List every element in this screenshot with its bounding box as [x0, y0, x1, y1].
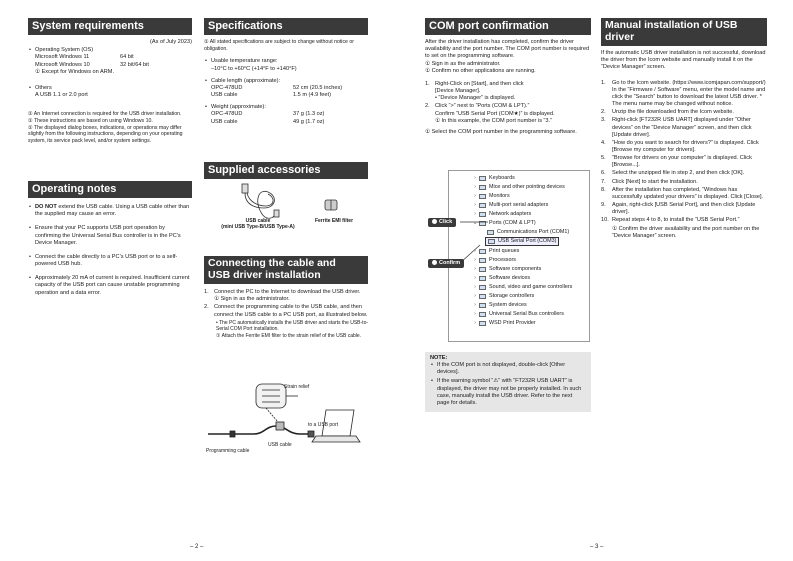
tree-item[interactable]: › Mice and other pointing devices [474, 183, 565, 190]
others-item: • Others A USB 1.1 or 2.0 port [28, 85, 192, 99]
click-callout: Click [428, 218, 456, 227]
tree-item[interactable]: › Software components [474, 265, 542, 272]
note-item: • If the warning symbol “⚠” with “FT232R USB UART” is displayed, the driver may not be properly installed. In such case, manually install the USB driver. Refer to the next page for details. [430, 378, 586, 407]
com-select-note: ① Select the COM port number in the programming software. [425, 128, 577, 135]
column-operating-notes [28, 181, 192, 299]
tree-item[interactable]: › Processors [474, 256, 516, 263]
operating-note: • DO NOT extend the USB cable. Using a USB cable other than the supplied may cause an error. [28, 204, 192, 218]
laptop-base [312, 436, 360, 442]
com-step-1: 1. Right-Click on [Start], and then click [Device Manager]. • “Device Manager” is displayed. [425, 80, 524, 102]
supplied-accessories-heading: Supplied accessories [204, 162, 368, 179]
manual-step: 7. Click [Next] to start the installation. [601, 178, 698, 185]
confirm-callout: Confirm [428, 259, 464, 268]
tree-item[interactable]: › System devices [474, 301, 527, 308]
tree-item-com1[interactable]: Communications Port (COM1) [487, 228, 569, 237]
os-heading: • Operating System (OS) [35, 47, 94, 54]
supplied-accessories [204, 162, 368, 231]
operating-note: • Connect the cable directly to a PC’s USB port or to a self-powered USB hub. [28, 254, 192, 268]
connect-bullet: • The PC automatically installs the USB driver and starts the USB-to-Serial COM Port installation. [216, 319, 369, 333]
manual-step: 10. Repeat steps 4 to 8, to install the “USB Serial Port.” [601, 217, 740, 224]
connect-step: 1. Connect the PC to the Internet to download the USB driver. ① Sign in as the administrator. [204, 289, 361, 303]
tree-item[interactable]: › Network adapters [474, 210, 532, 217]
manual-step: 2. Unzip the file downloaded from the Icom website. [601, 109, 734, 116]
tree-item[interactable]: › Universal Serial Bus controllers [474, 310, 564, 317]
manual-step: 1. Go to the Icom website. (https://www.icomjapan.com/support/) In the “Firmware / Software” menu, enter the model name and click the “Search” button to download the latest USB driver. * The menu name may be changed without notice. [601, 79, 766, 108]
manual-step: 4. “How do you want to search for drivers?” is displayed. Click [Browse my computer for drivers]. [601, 139, 759, 153]
os-except: ① Except for Windows on ARM. [35, 68, 115, 75]
operating-notes-heading: Operating notes [28, 181, 192, 198]
os-item [28, 47, 192, 76]
tree-item[interactable]: › WSD Print Provider [474, 319, 536, 326]
manual-install-heading: Manual installation of USB driver [601, 18, 767, 46]
com-no-apps: ① Confirm no other applications are running. [425, 67, 536, 74]
tree-item[interactable]: › Sound, video and game controllers [474, 283, 573, 290]
expand-chevron-icon: ⌄ [472, 219, 478, 226]
tree-item-usb-serial-port[interactable]: USB Serial Port (COM3) [485, 237, 559, 246]
programming-cable-label: Programming cable [206, 448, 250, 454]
operating-note: • Ensure that your PC supports USB port operation by confirming the Universal Serial Bus controller is in the PC’s Device Manager. [28, 225, 192, 246]
manual-step: 3. Right-click [FT232R USB UART] displayed under “Other devices” on the “Device Manager” screen, and then click [Update driver]. [601, 117, 752, 138]
callout-lines [460, 212, 500, 272]
sysreq-note: ① An Internet connection is required for the USB driver installation. [28, 111, 182, 118]
com-step-2: 2. Click “>” next to “Ports (COM & LPT).” Confirm “USB Serial Port (COM★)” is displayed. ① In this example, the COM port number is “3.” [425, 103, 555, 124]
com-port-heading: COM port confirmation [425, 18, 591, 35]
system-requirements-heading: System requirements [28, 18, 192, 35]
ferrite-on-cable [276, 422, 284, 430]
page-number-right: – 3 – [590, 544, 604, 550]
strain-relief-label: Strain relief [284, 384, 310, 390]
note-item: • If the COM port is not displayed, double-click [Other devices]. [430, 362, 586, 376]
tree-item[interactable]: › Storage controllers [474, 292, 535, 299]
manual-step: 9. Again, right-click [USB Serial Port], and then click [Update driver]. [601, 202, 756, 216]
spec-temperature: • Usable temperature range: –10°C to +60°C (+14°F to +140°F) [204, 58, 368, 72]
usb-cable-caption: USB cable (mini USB Type-B/USB Type-A) [221, 218, 295, 231]
column-specifications [204, 18, 368, 128]
manual-step: 6. Select the unzipped file in step 2, and then click [OK]. [601, 170, 745, 177]
column-system-requirements [28, 18, 192, 144]
os-row: Microsoft Windows 10 32 bit/64 bit [35, 61, 149, 68]
specs-intro: ① All stated specifications are subject to change without notice or obligation. [204, 39, 354, 52]
com-note-box [425, 352, 591, 412]
note-title: NOTE: [430, 355, 448, 361]
sysreq-note: ① These instructions are based on using Windows 10. [28, 117, 153, 124]
tree-item[interactable]: › Software devices [474, 274, 531, 281]
os-row: Microsoft Windows 11 64 bit [35, 54, 134, 61]
manual-final-note: ① Confirm the driver availability and the port number on the “Device Manager” screen. [612, 225, 760, 239]
tree-item[interactable]: › Keyboards [474, 174, 515, 181]
ferrite-filter-illustration [325, 200, 337, 210]
com-intro: After the driver installation has completed, confirm the driver availability and the port number. The COM port number is required to set on the programming software. [425, 39, 590, 60]
tree-item-ports[interactable]: ⌄ Ports (COM & LPT) [472, 219, 536, 226]
connect-attach-note: ① Attach the Ferrite EMI filter to the strain relief of the USB cable. [216, 332, 362, 339]
operating-note: • Approximately 20 mA of current is required. Insufficient current capacity of the USB port can cause unstable programming operation and a data error. [28, 275, 192, 296]
tree-item[interactable]: › Print queues [474, 247, 520, 254]
column-manual-install [601, 18, 767, 240]
column-com-port [425, 18, 591, 136]
page-number-left: – 2 – [190, 544, 204, 550]
tree-item[interactable]: › Multi-port serial adapters [474, 201, 549, 208]
specifications-heading: Specifications [204, 18, 368, 35]
manual-step: 5. “Browse for drivers on your computer” is displayed. Click [Browse...]. [601, 155, 752, 169]
com-signin: ① Sign in as the administrator. [425, 60, 501, 67]
tree-item[interactable]: › Monitors [474, 192, 510, 199]
manual-intro: If the automatic USB driver installation is not successful, download the driver from the Icom website and manually install it on the “Device Manager” screen. [601, 50, 766, 71]
spec-weight: • Weight (approximate): OPC-478UD 37 g (1.3 oz) USB cable 49 g (1.7 oz) [204, 104, 368, 125]
usb-cable-label: USB cable [268, 442, 292, 448]
spec-cable-length: • Cable length (approximate): OPC-478UD 52 cm (20.5 inches) USB cable 1.5 m (4.9 feet) [204, 78, 368, 99]
programming-plug [230, 431, 235, 437]
connect-step: 2. Connect the programming cable to the USB cable, and then connect the USB cable to a PC USB port, as illustrated below. [204, 304, 368, 318]
sysreq-note: ① The displayed dialog boxes, indications, or operations may differ slightly from the following instructions, depending on your operating system, its service pack level, and/or system settings. [28, 124, 183, 144]
usb-port-label: to a USB port [308, 422, 339, 428]
usb-cable-illustration [242, 184, 279, 218]
connecting-heading: Connecting the cable and USB driver installation [204, 256, 368, 284]
connecting-section [204, 256, 368, 339]
manual-step: 8. After the installation has completed, “Windows has successfully updated your drivers” is displayed. Click [Close]. [601, 186, 764, 200]
ferrite-caption: Ferrite EMI filter [314, 218, 354, 224]
as-of-date: (As of July 2023) [150, 39, 192, 46]
